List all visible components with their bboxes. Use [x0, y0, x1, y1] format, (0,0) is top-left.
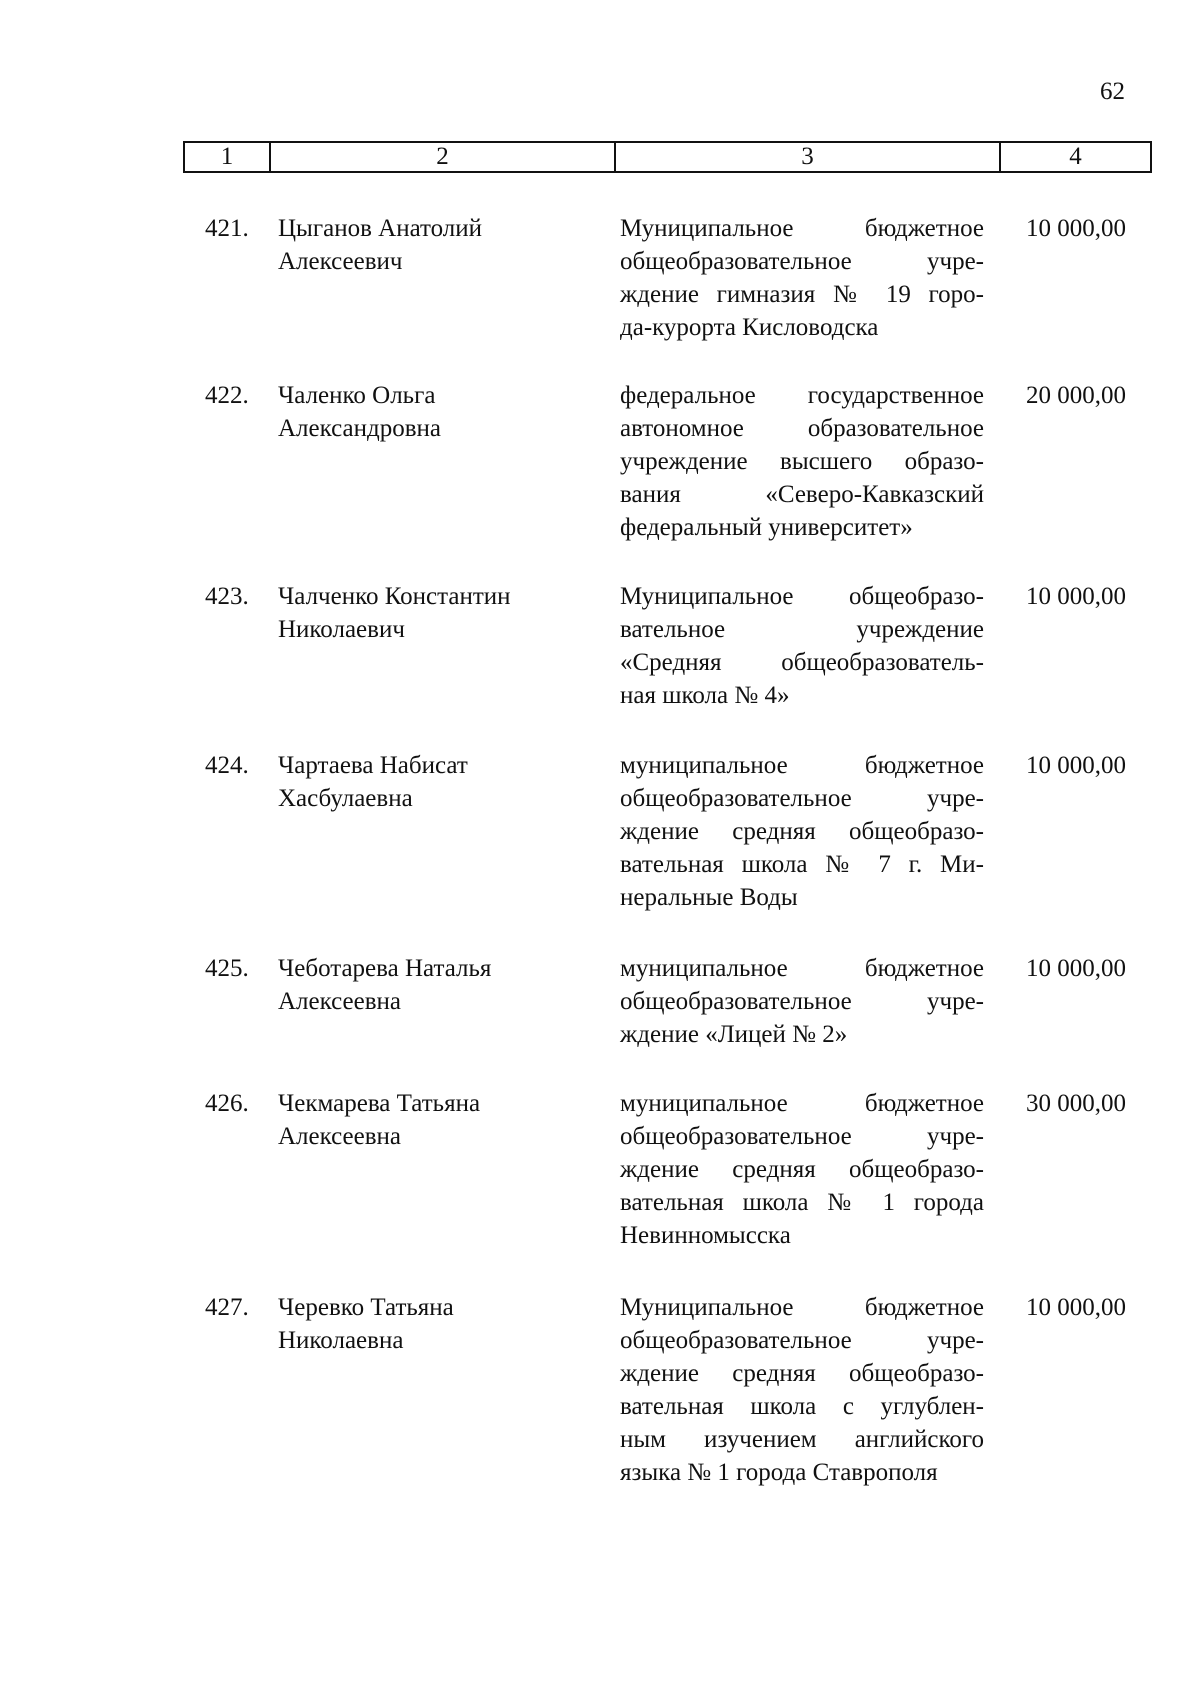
entry-organization-line: неральные Воды [620, 884, 798, 911]
entry-organization-line: общеобразовательное учре- [620, 1123, 984, 1150]
entry-organization [620, 1087, 984, 1252]
entry-organization-line: общеобразовательное учре- [620, 248, 984, 275]
entry-organization-line: да-курорта Кисловодска [620, 314, 879, 341]
entry-name-line: Чалченко Константин [278, 583, 511, 610]
entry-organization [620, 749, 984, 914]
entry-name-line: Черевко Татьяна [278, 1294, 454, 1321]
entry-organization-line: «Средняя общеобразователь- [620, 649, 984, 676]
entry-name-line: Николаевич [278, 616, 405, 643]
entry-organization-line: муниципальное бюджетное [620, 1090, 984, 1117]
entry-name [278, 1291, 598, 1357]
entry-name [278, 1087, 598, 1153]
entry-number: 424. [205, 752, 249, 779]
entry-amount: 10 000,00 [1026, 215, 1126, 242]
entry-organization-line: ждение средняя общеобразо- [620, 1360, 984, 1387]
entry-name-line: Хасбулаевна [278, 785, 413, 812]
entry-name-line: Алексеевич [278, 248, 403, 275]
entry-amount: 10 000,00 [1026, 752, 1126, 779]
entry-number: 427. [205, 1294, 249, 1321]
entry-organization [620, 379, 984, 544]
entry-number: 422. [205, 382, 249, 409]
entry-number: 425. [205, 955, 249, 982]
entry-name-line: Чартаева Набисат [278, 752, 468, 779]
entry-organization [620, 212, 984, 344]
entry-organization-line: вательная школа № 7 г. Ми- [620, 851, 984, 878]
entry-organization-line: языка № 1 города Ставрополя [620, 1459, 938, 1486]
entry-name [278, 580, 598, 646]
entry-organization-line: ная школа № 4» [620, 682, 790, 709]
entry-name-line: Чаленко Ольга [278, 382, 436, 409]
entry-name [278, 379, 598, 445]
entry-amount: 10 000,00 [1026, 955, 1126, 982]
entry-name-line: Николаевна [278, 1327, 404, 1354]
entry-organization-line: учреждение высшего образо- [620, 448, 984, 475]
entry-number: 421. [205, 215, 249, 242]
entry-amount: 10 000,00 [1026, 583, 1126, 610]
entry-number: 423. [205, 583, 249, 610]
entry-organization [620, 1291, 984, 1489]
entry-organization-line: муниципальное бюджетное [620, 955, 984, 982]
table-header [183, 141, 1152, 173]
entry-organization-line: ждение «Лицей № 2» [620, 1021, 848, 1048]
entry-organization-line: ждение средняя общеобразо- [620, 1156, 984, 1183]
entry-name [278, 952, 598, 1018]
entry-organization-line: Невинномысска [620, 1222, 791, 1249]
entry-organization-line: автономное образовательное [620, 415, 984, 442]
entry-organization-line: общеобразовательное учре- [620, 785, 984, 812]
entry-organization-line: Муниципальное общеобразо- [620, 583, 984, 610]
entry-name-line: Чекмарева Татьяна [278, 1090, 481, 1117]
entry-organization-line: вательная школа с углублен- [620, 1393, 984, 1420]
entry-organization-line: общеобразовательное учре- [620, 988, 984, 1015]
entry-amount: 10 000,00 [1026, 1294, 1126, 1321]
entry-name [278, 749, 598, 815]
entry-organization-line: вания «Северо-Кавказский [620, 481, 984, 508]
entry-organization-line: ным изучением английского [620, 1426, 984, 1453]
entry-amount: 30 000,00 [1026, 1090, 1126, 1117]
entry-name [278, 212, 598, 278]
entry-organization-line: вательная школа № 1 города [620, 1189, 984, 1216]
entry-name-line: Алексеевна [278, 1123, 402, 1150]
entry-organization-line: общеобразовательное учре- [620, 1327, 984, 1354]
header-cell-4: 4 [1069, 143, 1082, 170]
entry-amount: 20 000,00 [1026, 382, 1126, 409]
entry-organization-line: ждение гимназия № 19 горо- [620, 281, 984, 308]
entry-organization [620, 580, 984, 712]
entry-organization-line: Муниципальное бюджетное [620, 1294, 984, 1321]
entry-organization-line: ждение средняя общеобразо- [620, 818, 984, 845]
entry-organization-line: федеральный университет» [620, 514, 913, 541]
page-number: 62 [1100, 78, 1125, 105]
entry-organization-line: муниципальное бюджетное [620, 752, 984, 779]
entry-organization-line: федеральное государственное [620, 382, 984, 409]
header-cell-3: 3 [616, 143, 1001, 171]
entry-name-line: Алексеевна [278, 988, 402, 1015]
entry-name-line: Александровна [278, 415, 442, 442]
entry-name-line: Чеботарева Наталья [278, 955, 492, 982]
header-cell-1: 1 [185, 143, 271, 171]
entry-organization-line: вательное учреждение [620, 616, 984, 643]
header-cell-2: 2 [271, 143, 616, 171]
entry-organization [620, 952, 984, 1051]
entry-number: 426. [205, 1090, 249, 1117]
entry-organization-line: Муниципальное бюджетное [620, 215, 984, 242]
entry-name-line: Цыганов Анатолий [278, 215, 483, 242]
